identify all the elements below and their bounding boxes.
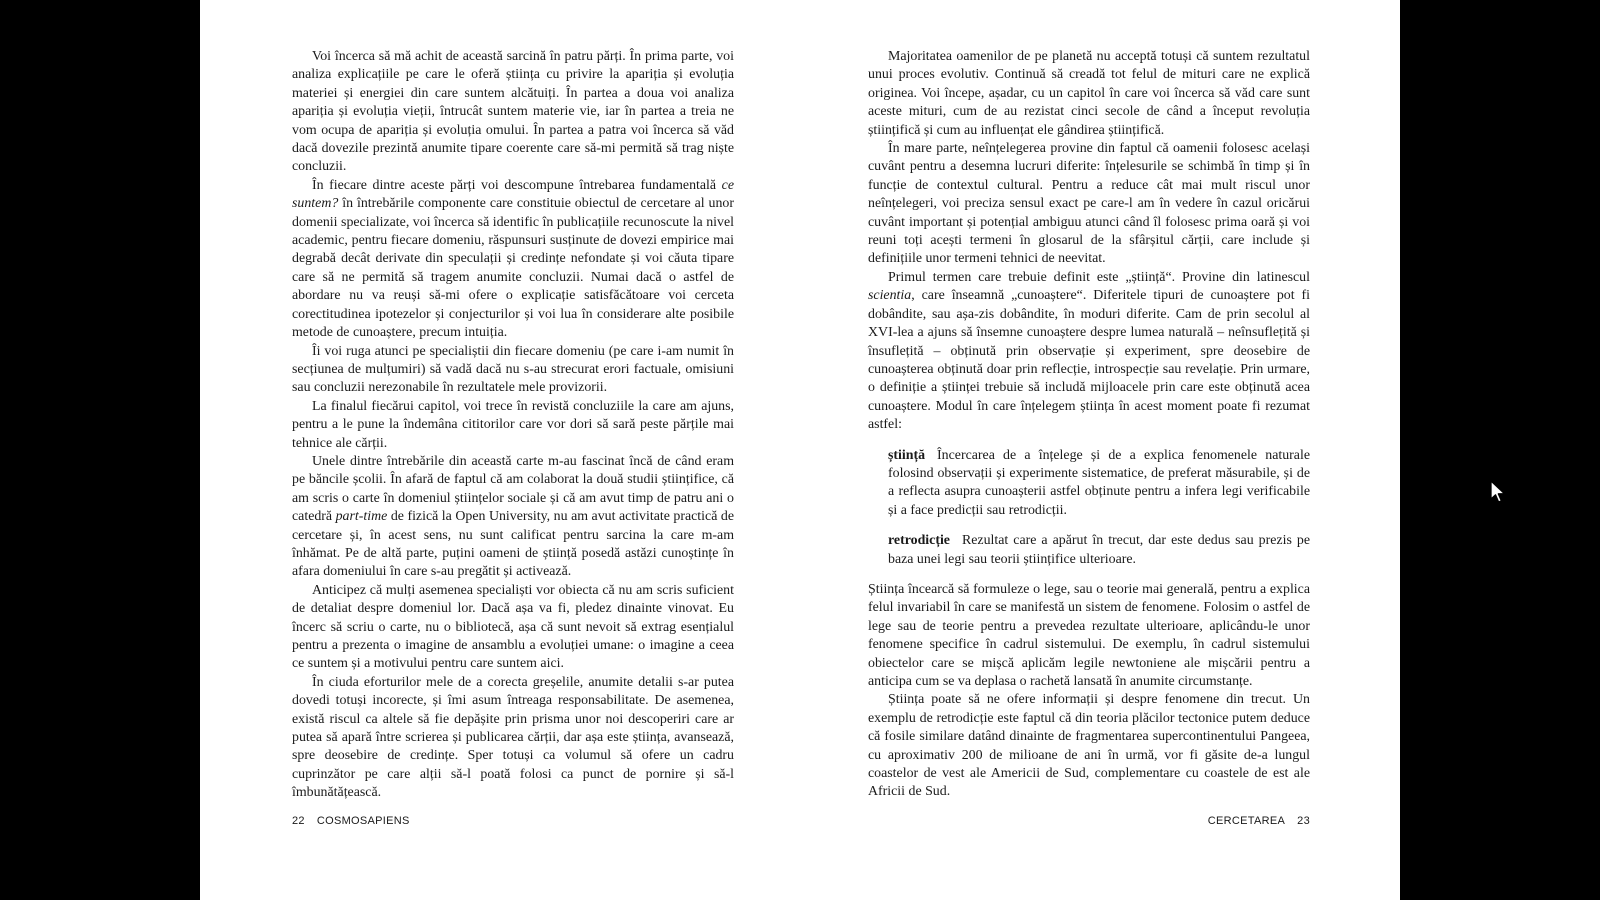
- paragraph: Anticipez că mulți asemenea specialiști vor obiecta că nu am scris suficient de detaliat despre domeniul lor. Dacă așa va fi, pledez dinainte vinovat. Eu încerc să scriu o carte, nu o bibliotecă, așa că sunt nevoit să extrag esențialul pentru a prezenta o imagine de ansamblu a evoluției umane: o imagine a ceea ce suntem și a motivului pentru care suntem aici.: [292, 582, 734, 672]
- italic-phrase: ce suntem?: [292, 177, 734, 212]
- italic-phrase: scientia: [868, 288, 912, 304]
- right-text-column: [868, 48, 1310, 802]
- paragraph: Îi voi ruga atunci pe specialiștii din fiecare domeniu (pe care i-am numit în secțiunea de mulțumiri) să vadă dacă nu s-au strecurat erori factuale, omisiuni sau concluzii nerezonabile în rezultatele mele provizorii.: [292, 343, 734, 396]
- mouse-pointer-icon: [1490, 480, 1508, 504]
- page-number: 23: [1297, 815, 1310, 827]
- paragraph: Știința poate să ne ofere informații și despre fenomene din trecut. Un exemplu de retrodicție este faptul că din teoria plăcilor tectonice putem deduce că fosile similare datând dinainte de fragmentarea supercontinentului Pangeea, cu aproximativ 200 de milioane de ani în urmă, vor fi găsite de-a lungul coastelor de vest ale Americii de Sud, complementare cu coastele de est ale Africii de Sud.: [868, 692, 1310, 800]
- paragraph: Unele dintre întrebările din această carte m-au fascinat încă de când eram pe băncile școlii. În afară de faptul că am colaborat la două studii științifice, că am scris o carte în domeniul științelor sociale și că am avut timp de patru ani o catedră part-time de fizică la Open University, nu am avut activitate practică de cercetare și, în acest sens, nu sunt calificat pentru sarcina la care m-am înhămat. Pe de altă parte, puțini oameni de știință posedă astăzi cunoștințe în afara domeniului în care s-au pregătit și activează.: [292, 453, 734, 580]
- running-head: COSMOSAPIENS: [316, 815, 410, 827]
- italic-phrase: part-time: [335, 509, 388, 525]
- paragraph: Primul termen care trebuie definit este „știință“. Provine din latinescul scientia, care înseamnă „cunoaștere“. Diferitele tipuri de cunoaștere pot fi dobândite, sau așa-zis dobândite, în moduri diferite. Cam de prin secolul al XVI-lea a ajuns să însemne cunoaștere despre lumea naturală – neînsuflețită și însuflețită – obținută prin observație și experiment, spre deosebire de cunoașterea obținută doar prin reflecție, introspecție sau revelație. Prin urmare, o definiție a științei trebuie să includă mijloacele prin care este obținută acea cunoaștere. Modul în care înțelegem știința în acest moment poate fi rezumat astfel:: [868, 269, 1310, 433]
- definition-text: Rezultat care a apărut în trecut, dar este dedus sau prezis pe baza unei legi sau teorii științifice ulterioare.: [888, 533, 1310, 567]
- left-text-column: [292, 48, 734, 803]
- definition-entry: [888, 447, 1310, 521]
- paragraph: Voi încerca să mă achit de această sarcină în patru părți. În prima parte, voi analiza explicațiile pe care le oferă știința cu privire la apariția și evoluția materiei și energiei din care suntem alcătuiți. În partea a doua voi analiza apariția și evoluția vieții, întrucât suntem materie vie, iar în partea a treia ne vom ocupa de apariția și evoluția omului. În partea a patra voi încerca să văd dacă dovezile prezintă anumite tipare coerente care să-mi permită să trag niște concluzii.: [292, 49, 734, 175]
- left-page: [200, 0, 800, 900]
- page-number: 22: [292, 815, 305, 827]
- definition-entry: [888, 532, 1310, 569]
- definition-term: știință: [888, 447, 926, 463]
- paragraph: În fiecare dintre aceste părți voi descompune întrebarea fundamentală ce suntem? în întrebările componente care constituie obiectul de cercetare al unor domenii specializate, voi încerca să identific în publicațiile recunoscute la nivel academic, pentru fiecare domeniu, răspunsuri susținute de dovezi empirice mai degrabă decât derivate din speculații și credințe nefondate și voi căuta tipare care să ne permită să tragem anumite concluzii. Numai dacă o astfel de abordare nu va reuși să-mi ofere o explicație satisfăcătoare voi cerceta corectitudinea ipotezelor și conjecturilor și voi lua în considerare alte posibile metode de cunoaștere, precum intuiția.: [292, 177, 734, 341]
- paragraph: Majoritatea oamenilor de pe planetă nu acceptă totuși că suntem rezultatul unui proces evolutiv. Continuă să creadă tot felul de mituri care ne explică originea. Voi începe, așadar, cu un capitol în care voi încerca să văd care sunt aceste mituri, cum de au rezistat cinci secole de când a început revoluția științifică și cum au influențat ele gândirea științifică.: [868, 49, 1310, 138]
- definition-term: retrodicție: [888, 533, 950, 549]
- paragraph: În mare parte, neînțelegerea provine din faptul că oamenii folosesc același cuvânt pentru a desemna lucruri diferite: înțelesurile se schimbă în timp și în funcție de contextul cultural. Pentru a reduce cât mai mult riscul unor neînțelegeri, voi preciza sensul exact pe care-l am în vedere în cazul oricărui cuvânt important și potențial ambiguu atunci când îl folosesc prima oară și voi reuni toți acești termeni în glosarul de la sfârșitul cărții, care include și definițiile unor termeni tehnici de neevitat.: [868, 141, 1310, 267]
- running-head: CERCETAREA: [1207, 815, 1286, 827]
- paragraph: În ciuda eforturilor mele de a corecta greșelile, anumite detalii s-ar putea dovedi totuși incorecte, și îmi asum întreaga responsabilitate. De asemenea, există riscul ca altele să fie depășite prin prisma unor noi descoperiri care ar putea să apară între scrierea și publicarea cărții, dar așa este știința, avansează, spre deosebire de credințe. Sper totuși ca volumul să ofere un cadru cuprinzător pe care alții să-l poată folosi ca punct de pornire și să-l îmbunătățească.: [292, 674, 734, 801]
- right-page: [800, 0, 1400, 900]
- left-footer: [292, 815, 410, 827]
- book-spread: [200, 0, 1400, 900]
- definition-text: Încercarea de a înțelege și de a explica fenomenele naturale folosind observații și experimente sistematice, de preferat măsurabile, și de a reflecta asupra cunoașterii astfel obținute pentru a infera legi verificabile și a face predicții sau retrodicții.: [888, 447, 1310, 518]
- paragraph: La finalul fiecărui capitol, voi trece în revistă concluziile la care am ajuns, pentru a le pune la îndemâna cititorilor care vor dori să sară peste părțile mai tehnice ale cărții.: [292, 398, 734, 451]
- paragraph: Știința încearcă să formuleze o lege, sau o teorie mai generală, pentru a explica felul invariabil în care se manifestă un sistem de fenomene. Folosim o astfel de lege sau de teorie pentru a prevedea rezultate ulterioare, aplicându-le unor fenomene specifice în cadrul sistemului. De exemplu, în cadrul sistemului obiectelor care se mișcă aplicăm legile newtoniene ale mișcării pentru a anticipa cum se va deplasa o rachetă lansată în anumite circumstanțe.: [868, 581, 1310, 689]
- right-footer: [1208, 815, 1310, 827]
